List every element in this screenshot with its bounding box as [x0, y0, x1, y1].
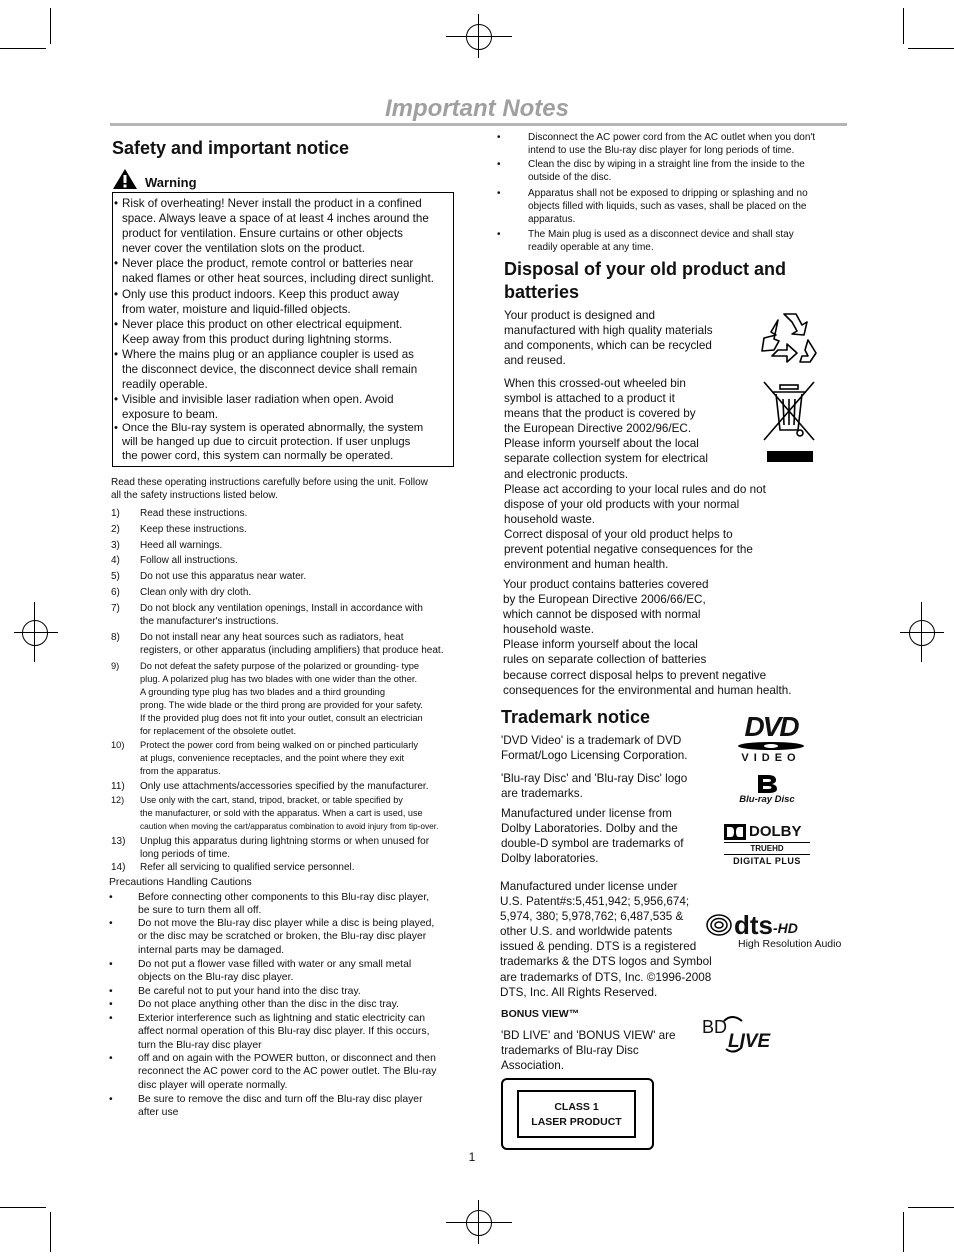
warning-list — [114, 196, 454, 464]
numbered-item: 4) Follow all instructions. — [111, 555, 238, 566]
trademark-bdlive: 'BD LIVE' and 'BONUS VIEW' are trademarks of Blu-ray Disc Association. — [501, 1029, 676, 1073]
right-bullet-item: • Disconnect the AC power cord from the AC outlet when you don't intend to use the Blu-ray disc player for long periods of time. — [497, 132, 816, 156]
title-rule — [110, 123, 847, 126]
numbered-item: 9) Do not defeat the safety purpose of the polarized or grounding- type plug. A polarized plug has two blades with one wider than the other. A grounding type plug has two blades and a third grounding prong. The wide blade or the third prong are provided for your safety. If the provided plug does not fit into your outlet, consult an electrician for replacement of the obsolete outlet. — [111, 661, 423, 737]
right-bullet-item: • Clean the disc by wiping in a straight line from the inside to the outside of the disc. — [497, 159, 805, 183]
numbered-item: 8) Do not install near any heat sources such as radiators, heat registers, or other apparatus (including amplifiers) that produce heat. — [111, 632, 444, 657]
crossed-out-bin-icon — [760, 380, 818, 466]
warning-item: • Only use this product indoors. Keep this product away from water, moisture and liquid-filled objects. — [114, 287, 400, 316]
page-title: Important Notes — [384, 95, 569, 122]
precaution-item: • Before connecting other components to this Blu-ray disc player, be sure to turn them all off. — [109, 892, 430, 917]
disposal-paragraph-recycle: Your product is designed and manufactured with high quality materials and components, which can be recycled and reused. — [504, 309, 713, 368]
safety-heading: Safety and important notice — [112, 138, 350, 158]
trademark-bluray: 'Blu-ray Disc' and 'Blu-ray Disc' logo are trademarks. — [501, 772, 688, 801]
precaution-item: • Be careful not to put your hand into the disc tray. — [109, 986, 361, 997]
bd-live-logo: BD LIVE — [702, 1017, 771, 1052]
warning-icon — [112, 168, 138, 190]
precaution-item: • Do not put a flower vase filled with water or any small metal objects on the Blu-ray disc player. — [109, 959, 412, 984]
disposal-paragraph-batteries: Your product contains batteries covered by the European Directive 2006/66/EC, which cannot be disposed with normal household waste. Please inform yourself about the local rules on separate collection of batteries because correct disposal helps to prevent negative consequences for the environmental and human health. — [503, 578, 792, 697]
numbered-item: 3) Heed all warnings. — [111, 540, 223, 551]
precaution-item: • Be sure to remove the disc and turn off the Blu-ray disc player after use — [109, 1094, 423, 1119]
numbered-item: 12) Use only with the cart, stand, tripod, bracket, or table specified by the manufacturer, or sold with the apparatus. When a cart is used, use caution when moving the cart/apparatus combination to avoid injury from tip-over. — [111, 795, 439, 832]
dts-disc-icon — [706, 913, 732, 937]
trademark-dvd: 'DVD Video' is a trademark of DVD Format/Logo Licensing Corporation. — [501, 734, 688, 763]
disposal-heading: Disposal of your old product and batteries — [504, 259, 787, 302]
trademark-dts: Manufactured under license under U.S. Patent#s:5,451,942; 5,956,674; 5,974, 380; 5,978,762; 6,487,535 & other U.S. and worldwide patents issued & pending. DTS is a registered trademarks & the DTS logos and Symbol are trademarks of DTS, Inc. ©1996-2008 DTS, Inc. All Rights Reserved. — [500, 880, 712, 999]
disposal-paragraph-bin: When this crossed-out wheeled bin symbol is attached to a product it means that the product is covered by the European Directive 2002/96/EC. Please inform yourself about the local separate collection system for electrical and electronic products. Please act according to your local rules and do not dispose of your old products with your normal household waste. Correct disposal of your old product helps to prevent potential negative consequences for the environment and human health. — [504, 377, 766, 572]
warning-item: • Never place this product on other electrical equipment. Keep away from this product during lightning storms. — [114, 317, 403, 346]
right-bullet-item: • The Main plug is used as a disconnect device and shall stay readily operable at any time. — [497, 229, 794, 253]
double-d-icon — [724, 824, 746, 840]
numbered-item: 6) Clean only with dry cloth. — [111, 587, 252, 598]
trademark-heading: Trademark notice — [501, 707, 651, 727]
numbered-item: 11) Only use attachments/accessories specified by the manufacturer. — [111, 781, 429, 792]
dvd-video-logo: DVD VIDEO — [731, 713, 811, 765]
warning-item: • Risk of overheating! Never install the product in a confined space. Always leave a space of at least 4 inches around the product for ventilation. Ensure curtains or other objects never cover the ventilation slots on the product. — [114, 197, 429, 256]
trademark-dolby: Manufactured under license from Dolby Laboratories. Dolby and the double-D symbol are trademarks of Dolby laboratories. — [501, 807, 684, 866]
recycle-icon — [758, 306, 824, 366]
dolby-logo: DOLBY TRUEHD DIGITAL PLUS — [724, 823, 810, 868]
numbered-item: 10) Protect the power cord from being walked on or pinched particularly at plugs, convenience receptacles, and the point where they exit from the apparatus. — [111, 740, 419, 777]
numbered-item: 5) Do not use this apparatus near water. — [111, 571, 307, 582]
laser-line-1: CLASS 1 — [554, 1101, 599, 1113]
precautions-heading: Precautions Handling Cautions — [109, 877, 252, 888]
precaution-item: • Exterior interference such as lightning and static electricity can affect normal operation of this Blu-ray disc player. If this occurs, turn the Blu-ray disc player — [109, 1013, 430, 1051]
warning-label: Warning — [145, 175, 197, 190]
intro-text: Read these operating instructions carefully before using the unit. Follow all the safety instructions listed below. — [111, 477, 428, 502]
numbered-item: 14) Refer all servicing to qualified service personnel. — [111, 862, 355, 873]
warning-item: • Never place the product, remote control or batteries near naked flames or other heat sources, including direct sunlight. — [114, 257, 434, 286]
numbered-item: 2) Keep these instructions. — [111, 524, 247, 535]
numbered-item: 7) Do not block any ventilation openings, Install in accordance with the manufacturer's instructions. — [111, 603, 423, 628]
numbered-item: 1) Read these instructions. — [111, 508, 248, 519]
right-bullet-item: • Apparatus shall not be exposed to dripping or splashing and no objects filled with liquids, such as vases, shall be placed on the apparatus. — [497, 188, 808, 225]
numbered-item: 13) Unplug this apparatus during lightning storms or when unused for long periods of time. — [111, 836, 430, 861]
bluray-icon — [752, 772, 782, 794]
bluray-logo: Blu-ray Disc — [727, 772, 807, 806]
page-number: 1 — [468, 1150, 476, 1164]
dts-hd-logo: dts -HD High Resolution Audio — [706, 913, 846, 951]
warning-item: • Once the Blu-ray system is operated abnormally, the system will be hanged up due to circuit protection. If user unplugs the power cord, this system can normally be operated. — [114, 422, 424, 462]
bonus-view-label: BONUS VIEW™ — [501, 1008, 580, 1020]
precaution-item: • Do not move the Blu-ray disc player while a disc is being played, or the disc may be scratched or broken, the Blu-ray disc player internal parts may be damaged. — [109, 918, 435, 956]
precaution-item: • off and on again with the POWER button, or disconnect and then reconnect the AC power cord to the AC power outlet. The Blu-ray disc player will operate normally. — [109, 1053, 437, 1091]
laser-line-2: LASER PRODUCT — [531, 1116, 622, 1128]
precaution-item: • Do not place anything other than the disc in the disc tray. — [109, 999, 399, 1010]
warning-item: • Visible and invisible laser radiation when open. Avoid exposure to beam. — [114, 393, 394, 422]
warning-item: • Where the mains plug or an appliance coupler is used as the disconnect device, the disconnect device shall remain readily operable. — [114, 347, 418, 392]
laser-class-label — [501, 1078, 654, 1150]
